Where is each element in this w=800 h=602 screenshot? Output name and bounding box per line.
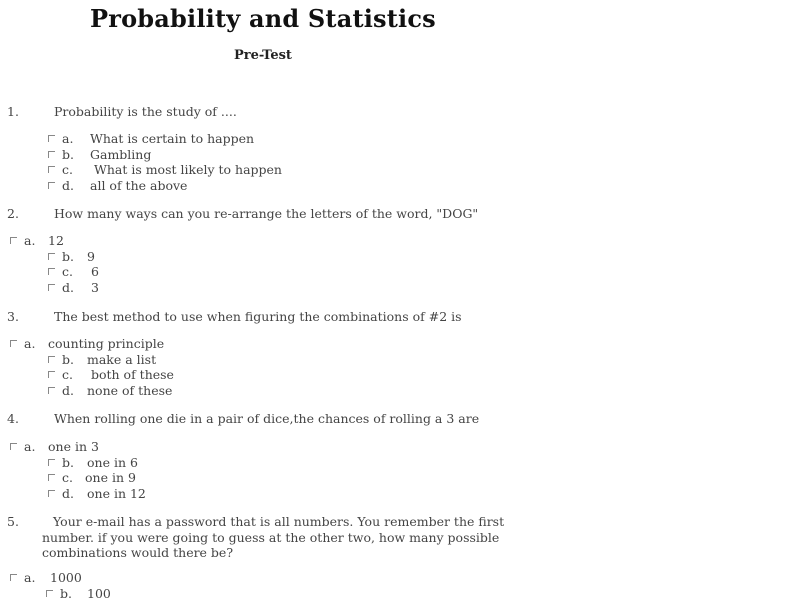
question-text: How many ways can you re-arrange the letters of the word, "DOG" bbox=[54, 206, 479, 221]
option-2b[interactable]: b. 9 bbox=[48, 249, 95, 265]
option-1b[interactable]: b. Gambling bbox=[48, 147, 151, 163]
checkbox-icon[interactable] bbox=[48, 387, 55, 394]
page-title: Probability and Statistics bbox=[90, 4, 436, 33]
checkbox-icon[interactable] bbox=[10, 443, 17, 450]
checkbox-icon[interactable] bbox=[48, 490, 55, 497]
checkbox-icon[interactable] bbox=[48, 151, 55, 158]
checkbox-icon[interactable] bbox=[48, 356, 55, 363]
question-4 bbox=[0, 411, 600, 427]
question-number: 4. bbox=[7, 411, 19, 426]
option-3b[interactable]: b. make a list bbox=[48, 352, 156, 368]
question-5 bbox=[0, 514, 600, 562]
question-text: Probability is the study of .... bbox=[54, 104, 237, 119]
checkbox-icon[interactable] bbox=[48, 371, 55, 378]
checkbox-icon[interactable] bbox=[46, 590, 53, 597]
option-2c[interactable]: c. 6 bbox=[48, 264, 99, 280]
option-3d[interactable]: d. none of these bbox=[48, 383, 172, 399]
option-4c[interactable]: c. one in 9 bbox=[48, 470, 136, 486]
question-number: 1. bbox=[7, 104, 19, 119]
question-number: 2. bbox=[7, 206, 19, 221]
option-3c[interactable]: c. both of these bbox=[48, 367, 174, 383]
option-1c[interactable]: c. What is most likely to happen bbox=[48, 162, 282, 178]
option-3a[interactable]: a. counting principle bbox=[10, 336, 164, 352]
question-text: When rolling one die in a pair of dice,the chances of rolling a 3 are bbox=[54, 411, 480, 426]
question-number: 3. bbox=[7, 309, 19, 324]
checkbox-icon[interactable] bbox=[10, 574, 17, 581]
option-4a[interactable]: a. one in 3 bbox=[10, 439, 99, 455]
option-2d[interactable]: d. 3 bbox=[48, 280, 99, 296]
question-number: 5. bbox=[7, 514, 19, 529]
option-2a[interactable]: a. 12 bbox=[10, 233, 64, 249]
option-5b[interactable]: b. 100 bbox=[46, 586, 111, 602]
option-1a[interactable]: a. What is certain to happen bbox=[48, 131, 254, 147]
question-text: Your e-mail has a password that is all numbers. You remember the first number. if you were going to guess at the other two, how many possible combinations would there be? bbox=[42, 514, 505, 560]
checkbox-icon[interactable] bbox=[48, 268, 55, 275]
option-4b[interactable]: b. one in 6 bbox=[48, 455, 138, 471]
checkbox-icon[interactable] bbox=[48, 459, 55, 466]
checkbox-icon[interactable] bbox=[48, 166, 55, 173]
option-4d[interactable]: d. one in 12 bbox=[48, 486, 146, 502]
question-text: The best method to use when figuring the combinations of #2 is bbox=[54, 309, 462, 324]
option-5a[interactable]: a. 1000 bbox=[10, 570, 82, 586]
checkbox-icon[interactable] bbox=[10, 340, 17, 347]
question-1 bbox=[0, 104, 600, 120]
question-3 bbox=[0, 309, 600, 325]
checkbox-icon[interactable] bbox=[48, 182, 55, 189]
page-subtitle: Pre-Test bbox=[234, 48, 292, 63]
checkbox-icon[interactable] bbox=[48, 284, 55, 291]
checkbox-icon[interactable] bbox=[10, 237, 17, 244]
question-2 bbox=[0, 206, 600, 222]
checkbox-icon[interactable] bbox=[48, 135, 55, 142]
option-1d[interactable]: d. all of the above bbox=[48, 178, 187, 194]
checkbox-icon[interactable] bbox=[48, 474, 55, 481]
checkbox-icon[interactable] bbox=[48, 253, 55, 260]
